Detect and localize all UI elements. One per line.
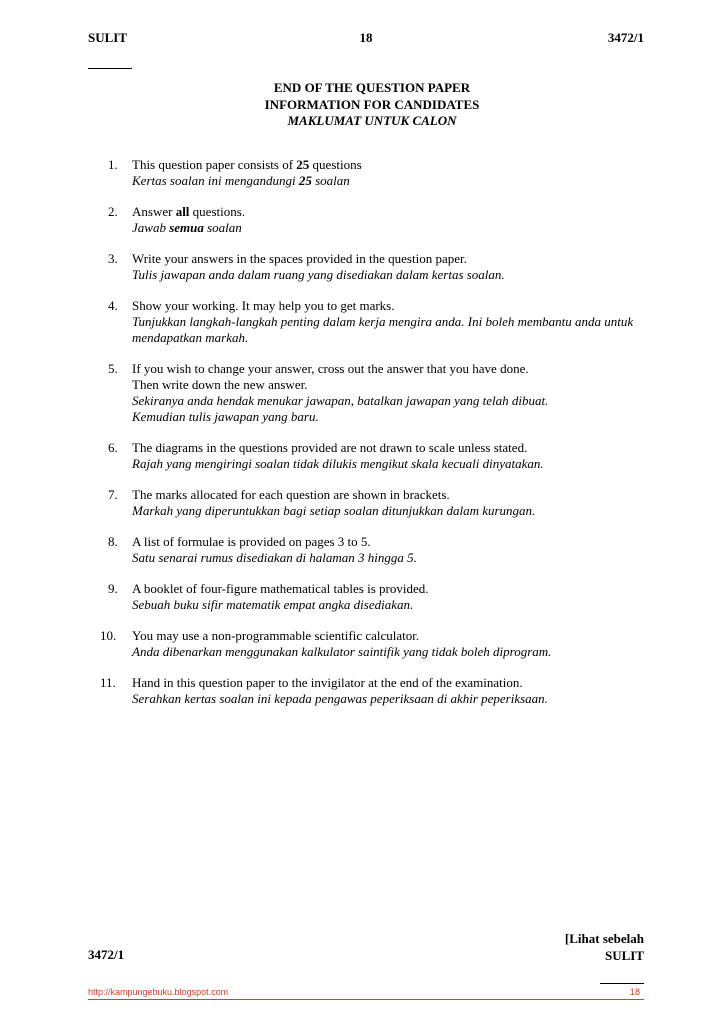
footer-rule xyxy=(600,983,644,984)
instruction-text-en: A booklet of four-figure mathematical tables is provided. xyxy=(132,581,429,596)
instruction-text-en: This question paper consists of 25 questions xyxy=(132,157,362,172)
footer-page-number: 18 xyxy=(629,987,640,997)
instruction-item-6 xyxy=(108,440,668,472)
header-classification: SULIT xyxy=(88,30,128,45)
instruction-text-ms: Satu senarai rumus disediakan di halaman 3 hingga 5. xyxy=(132,550,417,565)
instruction-item-9 xyxy=(108,581,668,613)
instruction-text-en: Show your working. It may help you to get marks. xyxy=(132,298,395,313)
instruction-text-en: The marks allocated for each question are shown in brackets. xyxy=(132,487,450,502)
instruction-number: 9. xyxy=(108,581,118,596)
section-titles xyxy=(190,80,554,130)
footer-paper-code: 3472/1 xyxy=(88,947,125,962)
instruction-text-en: If you wish to change your answer, cross out the answer that you have done. xyxy=(132,361,529,376)
instruction-number: 2. xyxy=(108,204,118,219)
header-page-number: 18 xyxy=(359,30,373,45)
instruction-text-en: The diagrams in the questions provided are not drawn to scale unless stated. xyxy=(132,440,528,455)
instruction-text-en: Answer all questions. xyxy=(132,204,246,219)
instruction-text-en: A list of formulae is provided on pages 3 to 5. xyxy=(132,534,371,549)
instruction-item-4 xyxy=(108,298,668,346)
instruction-item-5 xyxy=(108,361,668,425)
instruction-list xyxy=(100,157,668,722)
instruction-number: 4. xyxy=(108,298,118,313)
instruction-item-7 xyxy=(108,487,668,519)
instruction-text-ms-cont: mendapatkan markah. xyxy=(132,330,249,345)
instruction-text-ms: Anda dibenarkan menggunakan kalkulator saintifik yang tidak boleh diprogram. xyxy=(132,644,552,659)
footer-divider xyxy=(88,999,644,1000)
instruction-item-10 xyxy=(100,628,668,660)
instruction-item-3 xyxy=(108,251,668,283)
instruction-number: 11. xyxy=(100,675,116,690)
instruction-text-en-cont: Then write down the new answer. xyxy=(132,377,308,392)
instruction-number: 10. xyxy=(100,628,117,643)
instruction-number: 7. xyxy=(108,487,118,502)
instruction-number: 6. xyxy=(108,440,118,455)
title-end-of-paper: END OF THE QUESTION PAPER xyxy=(273,80,471,95)
title-information: INFORMATION FOR CANDIDATES xyxy=(264,96,480,112)
instruction-text-en: Hand in this question paper to the invigilator at the end of the examination. xyxy=(132,675,523,690)
instruction-item-11 xyxy=(100,675,668,707)
instruction-number: 1. xyxy=(108,157,118,172)
instruction-text-en: You may use a non-programmable scientific calculator. xyxy=(132,628,420,643)
instruction-text-en: Write your answers in the spaces provided in the question paper. xyxy=(132,251,467,266)
instruction-text-ms: Jawab semua soalan xyxy=(132,220,242,235)
header-paper-code: 3472/1 xyxy=(607,30,644,45)
footer-classification: SULIT xyxy=(604,948,644,963)
instruction-number: 8. xyxy=(108,534,118,549)
instruction-number: 3. xyxy=(108,251,118,266)
instruction-item-2 xyxy=(108,204,668,236)
instruction-text-ms: Tulis jawapan anda dalam ruang yang disediakan dalam kertas soalan. xyxy=(132,267,505,282)
instruction-text-ms: Sekiranya anda hendak menukar jawapan, batalkan jawapan yang telah dibuat. xyxy=(132,393,549,408)
instruction-item-1 xyxy=(108,157,668,189)
instruction-text-ms: Sebuah buku sifir matematik empat angka disediakan. xyxy=(132,597,414,612)
footer-source-link[interactable]: http://kampungebuku.blogspot.com xyxy=(88,987,229,997)
page-header xyxy=(88,30,644,48)
instruction-text-ms: Kertas soalan ini mengandungi 25 soalan xyxy=(132,173,350,188)
instruction-number: 5. xyxy=(108,361,118,376)
lihat-sebelah-text: [Lihat sebelah xyxy=(564,931,644,946)
instruction-text-ms-cont: Kemudian tulis jawapan yang baru. xyxy=(132,409,319,424)
page-turn-note xyxy=(565,930,644,964)
title-maklumat: MAKLUMAT UNTUK CALON xyxy=(287,113,457,128)
instruction-item-8 xyxy=(108,534,668,566)
instruction-text-ms: Serahkan kertas soalan ini kepada pengawas peperiksaan di akhir peperiksaan. xyxy=(132,691,548,706)
instruction-text-ms: Markah yang diperuntukkan bagi setiap soalan ditunjukkan dalam kurungan. xyxy=(132,503,536,518)
header-rule xyxy=(88,68,132,69)
instruction-text-ms: Rajah yang mengiringi soalan tidak dilukis mengikut skala kecuali dinyatakan. xyxy=(132,456,544,471)
instruction-text-ms: Tunjukkan langkah-langkah penting dalam kerja mengira anda. Ini boleh membantu anda untuk xyxy=(132,314,634,329)
